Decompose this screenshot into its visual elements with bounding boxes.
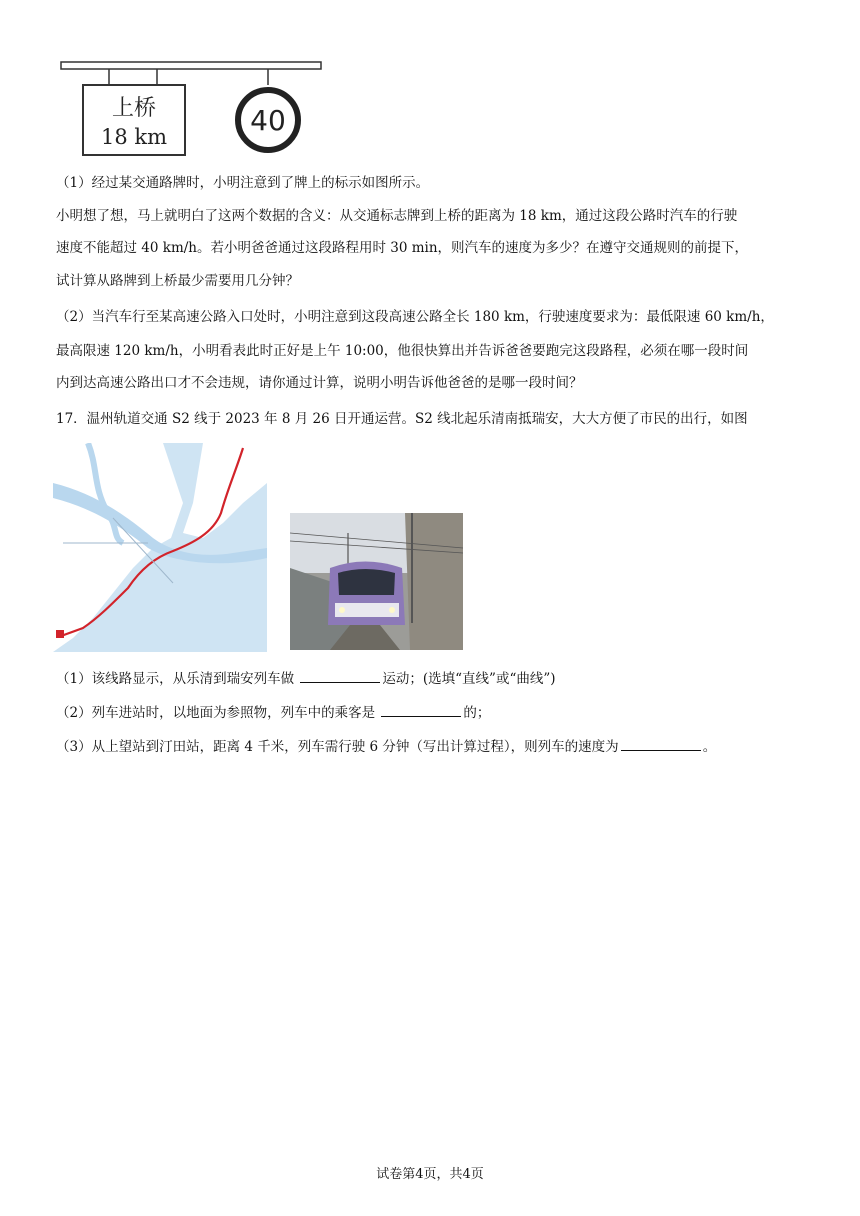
q17-sub3 bbox=[56, 736, 716, 757]
train-photo bbox=[290, 513, 463, 650]
q17-stem: 17．温州轨道交通 S2 线于 2023 年 8 月 26 日开通运营。S2 线北起乐清南抵瑞安，大大方便了市民的出行，如图 bbox=[56, 411, 748, 427]
q16-part2-line1: （2）当汽车行至某高速公路入口处时，小明注意到这段高速公路全长 180 km，行驶速度要求为：最低限速 60 km/h， bbox=[56, 309, 774, 325]
distance-sign-line2: 18 km bbox=[100, 125, 168, 149]
traffic-sign-figure bbox=[55, 55, 330, 165]
speed-limit-value: 40 bbox=[250, 104, 286, 137]
q16-part2-line2: 最高限速 120 km/h，小明看表此时正好是上午 10:00，他很快算出并告诉爸爸要跑完这段路程，必须在哪一段时间 bbox=[56, 343, 749, 359]
q17-sub3-text-before: （3）从上望站到汀田站，距离 4 千米，列车需行驶 6 分钟（写出计算过程），则列车的速度为 bbox=[56, 739, 619, 755]
q17-sub1-text-after: 运动；(选填“直线”或“曲线”) bbox=[382, 671, 556, 687]
s2-line-map bbox=[53, 443, 267, 652]
q17-sub1-text-before: （1）该线路显示，从乐清到瑞安列车做 bbox=[56, 671, 299, 687]
q17-sub1-answer-blank[interactable] bbox=[300, 668, 380, 683]
q16-part1-line4: 试计算从路牌到上桥最少需要用几分钟？ bbox=[56, 273, 299, 289]
q17-sub2 bbox=[56, 702, 490, 723]
q17-sub2-text-after: 的； bbox=[463, 705, 491, 721]
q17-sub2-answer-blank[interactable] bbox=[381, 702, 461, 717]
q16-part2-line3: 内到达高速公路出口才不会违规，请你通过计算，说明小明告诉他爸爸的是哪一段时间？ bbox=[56, 375, 583, 391]
q16-part1-line3: 速度不能超过 40 km/h。若小明爸爸通过这段路程用时 30 min，则汽车的速度为多少？在遵守交通规则的前提下， bbox=[56, 240, 749, 256]
q17-sub1 bbox=[56, 668, 556, 689]
distance-sign-line1: 上桥 bbox=[111, 96, 157, 121]
sign-gantry-bar bbox=[61, 62, 321, 69]
q16-part1-line1: （1）经过某交通路牌时，小明注意到了牌上的标示如图所示。 bbox=[56, 175, 430, 191]
page-footer: 试卷第4页，共4页 bbox=[376, 1167, 484, 1182]
q17-sub3-answer-blank[interactable] bbox=[621, 736, 701, 751]
q17-sub3-text-after: 。 bbox=[702, 739, 717, 755]
q17-sub2-text-before: （2）列车进站时，以地面为参照物，列车中的乘客是 bbox=[56, 705, 380, 721]
q16-part1-line2: 小明想了想，马上就明白了这两个数据的含义：从交通标志牌到上桥的距离为 18 km，通过这段公路时汽车的行驶 bbox=[56, 208, 738, 224]
